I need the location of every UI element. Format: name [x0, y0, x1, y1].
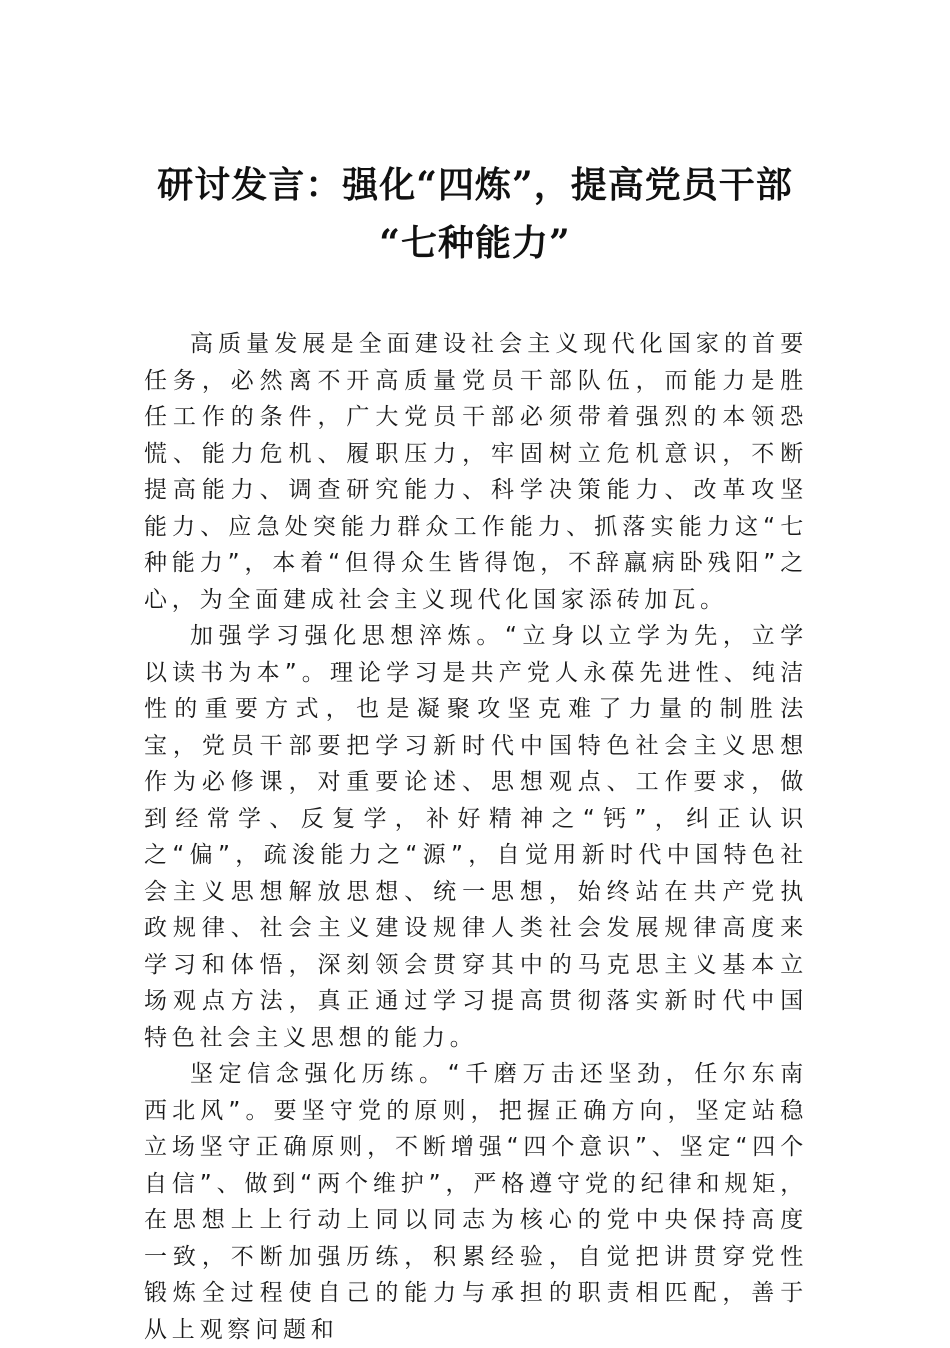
- document-body: [144, 326, 808, 1348]
- paragraph-faith: 坚定信念强化历练。“千磨万击还坚劲，任尔东南西北风”。要坚守党的原则，把握正确方向，坚定站稳立场坚守正确原则，不断增强“四个意识”、坚定“四个自信”、做到“两个维护”，严格遵守党的纪律和规矩，在思想上上行动上同以同志为核心的党中央保持高度一致，不断加强历练，积累经验，自觉把讲贯穿党性锻炼全过程使自己的能力与承担的职责相匹配，善于从上观察问题和: [144, 1061, 808, 1343]
- paragraph-study: 加强学习强化思想淬炼。“立身以立学为先，立学以读书为本”。理论学习是共产党人永葆先进性、纯洁性的重要方式，也是凝聚攻坚克难了力量的制胜法宝，党员干部要把学习新时代中国特色社会主义思想作为必修课，对重要论述、思想观点、工作要求，做到经常学、反复学，补好精神之“钙”，纠正认识之“偏”，疏浚能力之“源”，自觉用新时代中国特色社会主义思想解放思想、统一思想，始终站在共产党执政规律、社会主义建设规律人类社会发展规律高度来学习和体悟，深刻领会贯穿其中的马克思主义基本立场观点方法，真正通过学习提高贯彻落实新时代中国特色社会主义思想的能力。: [144, 623, 808, 1051]
- paragraph-intro: 高质量发展是全面建设社会主义现代化国家的首要任务，必然离不开高质量党员干部队伍，而能力是胜任工作的条件，广大党员干部必须带着强烈的本领恐慌、能力危机、履职压力，牢固树立危机意识，不断提高能力、调查研究能力、科学决策能力、改革攻坚能力、应急处突能力群众工作能力、抓落实能力这“七种能力”，本着“但得众生皆得饱，不辞羸病卧残阳”之心，为全面建成社会主义现代化国家添砖加瓦。: [144, 331, 808, 613]
- document-title: [100, 156, 850, 272]
- title-line-1: 研讨发言：强化“四炼”，提高党员干部: [157, 164, 793, 206]
- title-line-2: “七种能力”: [379, 222, 571, 264]
